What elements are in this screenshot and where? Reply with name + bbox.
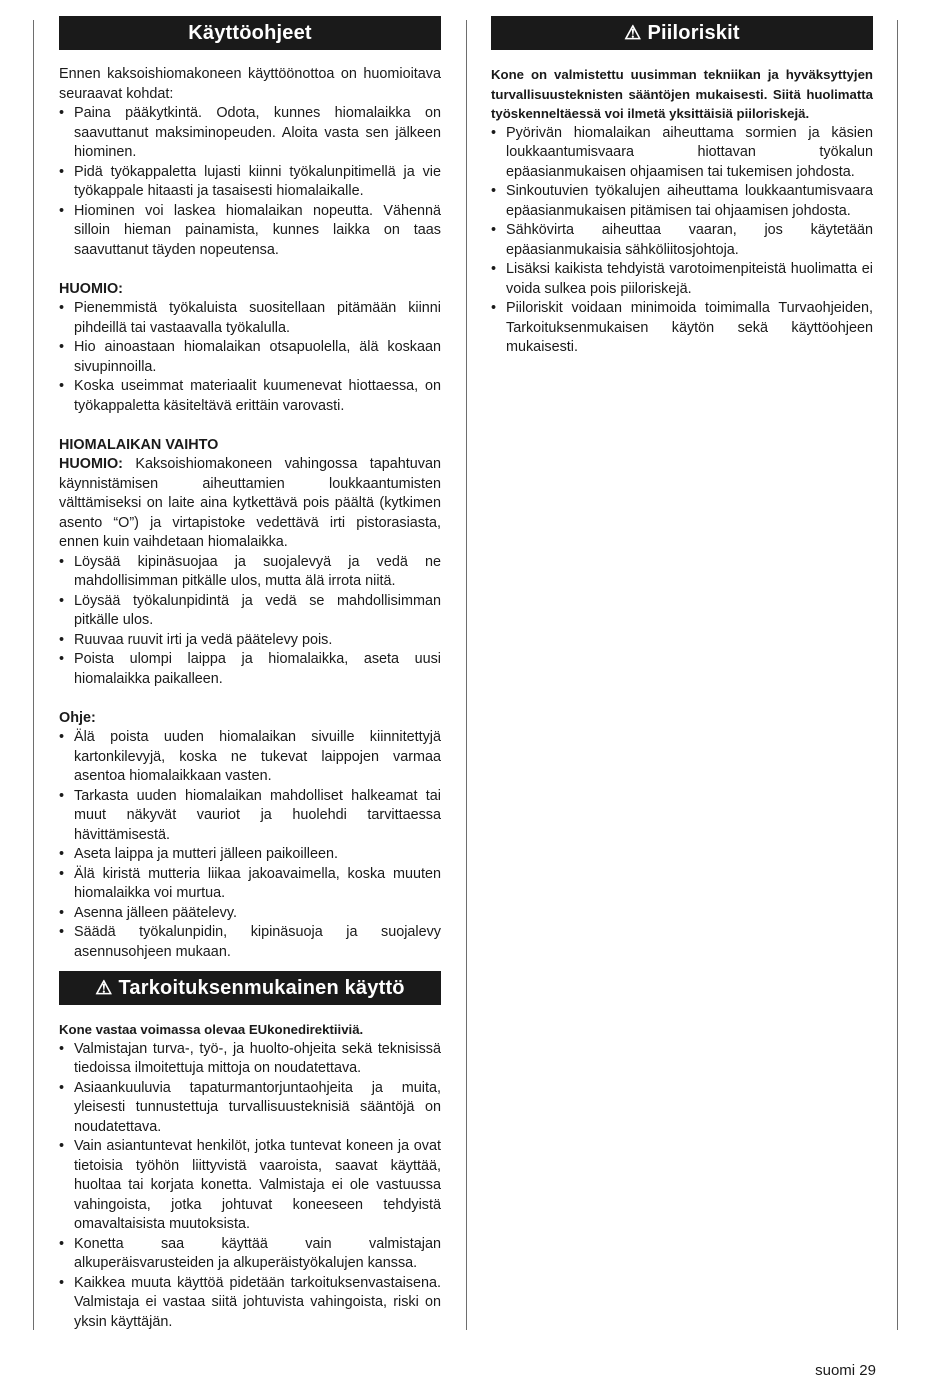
list-item: • Koska useimmat materiaalit kuumenevat hiottaessa, on työkappaletta käsiteltävä erittäin varovasti.	[59, 377, 441, 416]
piiloriskit-section	[491, 65, 873, 358]
list-item: • Kaikkea muuta käyttöä pidetään tarkoituksenvastaisena. Valmistaja ei vastaa siitä johtuvista vahingoista, riski on yksin käyttäjän.	[59, 1274, 441, 1333]
list-item: • Paina pääkytkintä. Odota, kunnes hiomalaikka on saavuttanut maksiminopeuden. Aloita vasta sen jälkeen hiominen.	[59, 104, 441, 163]
piiloriskit-list	[491, 124, 873, 358]
list-item: • Sähkövirta aiheuttaa vaaran, jos käytetään epäasianmukaisia sähköliitosjohtoja.	[491, 221, 873, 260]
list-item: • Löysää kipinäsuojaa ja suojalevyä ja vedä ne mahdollisimman pitkälle ulos, mutta älä irrota niitä.	[59, 553, 441, 592]
usage-intro: Ennen kaksoishiomakoneen käyttöönottoa on huomioitava seuraavat kohdat:	[59, 66, 441, 102]
list-item: • Poista ulompi laippa ja hiomalaikka, aseta uusi hiomalaikka paikalleen.	[59, 650, 441, 689]
vaihto-note-label: HUOMIO:	[59, 456, 123, 472]
section-header-tarkoituksenmukainen-kaytto	[59, 971, 441, 1005]
huomio-section	[59, 280, 441, 417]
left-margin-rule	[33, 20, 34, 1330]
list-item: • Löysää työkalunpidintä ja vedä se mahdollisimman pitkälle ulos.	[59, 592, 441, 631]
list-item: • Asiaankuuluvia tapaturmantorjuntaohjeita ja muita, yleisesti tunnustettuja turvallisuusteknisiä sääntöjä on noudatettava.	[59, 1079, 441, 1138]
list-item: • Ruuvaa ruuvit irti ja vedä päätelevy pois.	[59, 631, 441, 651]
right-column	[491, 16, 873, 358]
right-margin-rule	[897, 20, 898, 1330]
center-divider-rule	[466, 20, 467, 1330]
section-header-kayttoohjeet	[59, 16, 441, 50]
vaihto-note-text: Kaksoishiomakoneen vahingossa tapahtuvan käynnistämisen aiheuttamien loukkaantumisten välttämiseksi on laite aina kytkettävä pois päältä (kytkimen asento “O”) ja virtapistoke vedettävä irti pistorasiasta, ennen kuin vaihdetaan hiomalaikka.	[59, 456, 441, 550]
left-column	[59, 16, 441, 1332]
list-item: • Vain asiantuntevat henkilöt, jotka tuntevat koneen ja ovat tietoisia työhön liittyvistä vaaroista, saavat käyttää, huoltaa tai korjata konetta. Valmistaja ei ole vastuussa vahingoista, jotka johtuvat koneeseen tehdyistä omavaltaisista muutoksista.	[59, 1137, 441, 1235]
page-footer: suomi 29	[815, 1362, 876, 1379]
section-title: Piiloriskit	[647, 22, 740, 44]
list-item: • Hio ainoastaan hiomalaikan otsapuolella, älä koskaan sivupinnoilla.	[59, 338, 441, 377]
list-item: • Piiloriskit voidaan minimoida toimimalla Turvaohjeiden, Tarkoituksenmukaisen käytön sekä käyttöohjeen mukaisesti.	[491, 299, 873, 358]
list-item: • Lisäksi kaikista tehdyistä varotoimenpiteistä huolimatta ei voida sulkea pois piiloriskejä.	[491, 260, 873, 299]
vaihto-heading: HIOMALAIKAN VAIHTO	[59, 436, 219, 453]
tarkoitus-intro: Kone vastaa voimassa olevaa EUkonedirektiiviä.	[59, 1022, 364, 1037]
vaihto-note	[59, 455, 441, 553]
list-item: • Pyörivän hiomalaikan aiheuttama sormien ja käsien loukkaantumisvaara hiottavan työkalun epäasianmukaisen ohjaamisen tai tukemisen johdosta.	[491, 124, 873, 183]
list-item: • Älä kiristä mutteria liikaa jakoavaimella, koska muuten hiomalaikka voi murtua.	[59, 865, 441, 904]
ohje-heading: Ohje:	[59, 709, 96, 726]
tarkoitus-section	[59, 1020, 441, 1332]
usage-section	[59, 65, 441, 260]
list-item: • Konetta saa käyttää vain valmistajan alkuperäisvarusteiden ja alkuperäistyökalujen kanssa.	[59, 1235, 441, 1274]
huomio-heading: HUOMIO:	[59, 280, 123, 297]
list-item: • Säädä työkalunpidin, kipinäsuoja ja suojalevy asennusohjeen mukaan.	[59, 923, 441, 962]
list-item: • Valmistajan turva-, työ-, ja huolto-ohjeita sekä teknisissä tiedoissa ilmoitettuja mittoja on noudatettava.	[59, 1040, 441, 1079]
section-header-piiloriskit	[491, 16, 873, 50]
list-item: • Tarkasta uuden hiomalaikan mahdolliset halkeamat tai muut näkyvät vauriot ja huolehdi tarvittaessa hävittämisestä.	[59, 787, 441, 846]
warning-triangle-icon: ⚠	[95, 978, 113, 999]
list-item: • Pienemmistä työkaluista suositellaan pitämään kiinni pihdeillä tai vastaavalla työkalulla.	[59, 299, 441, 338]
section-title: Käyttöohjeet	[188, 22, 312, 44]
list-item: • Hiominen voi laskea hiomalaikan nopeutta. Vähennä silloin hieman painamista, kunnes laikka on taas saavuttanut täyden nopeutensa.	[59, 202, 441, 261]
list-item: • Aseta laippa ja mutteri jälleen paikoilleen.	[59, 845, 441, 865]
ohje-list	[59, 728, 441, 962]
huomio-list	[59, 299, 441, 416]
section-title: Tarkoituksenmukainen käyttö	[118, 977, 405, 999]
piiloriskit-intro: Kone on valmistettu uusimman tekniikan ja hyväksyttyjen turvallisuusteknisten sääntöjen mukaisesti. Siitä huolimatta työskenneltäessä voi ilmetä yksittäisiä piiloriskejä.	[491, 67, 873, 121]
tarkoitus-list	[59, 1040, 441, 1333]
list-item: • Asenna jälleen päätelevy.	[59, 904, 441, 924]
hiomalaikan-vaihto-section	[59, 436, 441, 690]
list-item: • Älä poista uuden hiomalaikan sivuille kiinnitettyjä kartonkilevyjä, koska ne tukevat laippojen varmaa asentoa hiomalaikkaan vasten.	[59, 728, 441, 787]
list-item: • Sinkoutuvien työkalujen aiheuttama loukkaantumisvaara epäasianmukaisen pitämisen tai ohjaamisen johdosta.	[491, 182, 873, 221]
ohje-section	[59, 709, 441, 963]
list-item: • Pidä työkappaletta lujasti kiinni työkalunpitimellä ja vie työkappale hitaasti ja tasaisesti hiomalaikalle.	[59, 163, 441, 202]
vaihto-list	[59, 553, 441, 690]
usage-list	[59, 104, 441, 260]
warning-triangle-icon: ⚠	[624, 23, 642, 44]
